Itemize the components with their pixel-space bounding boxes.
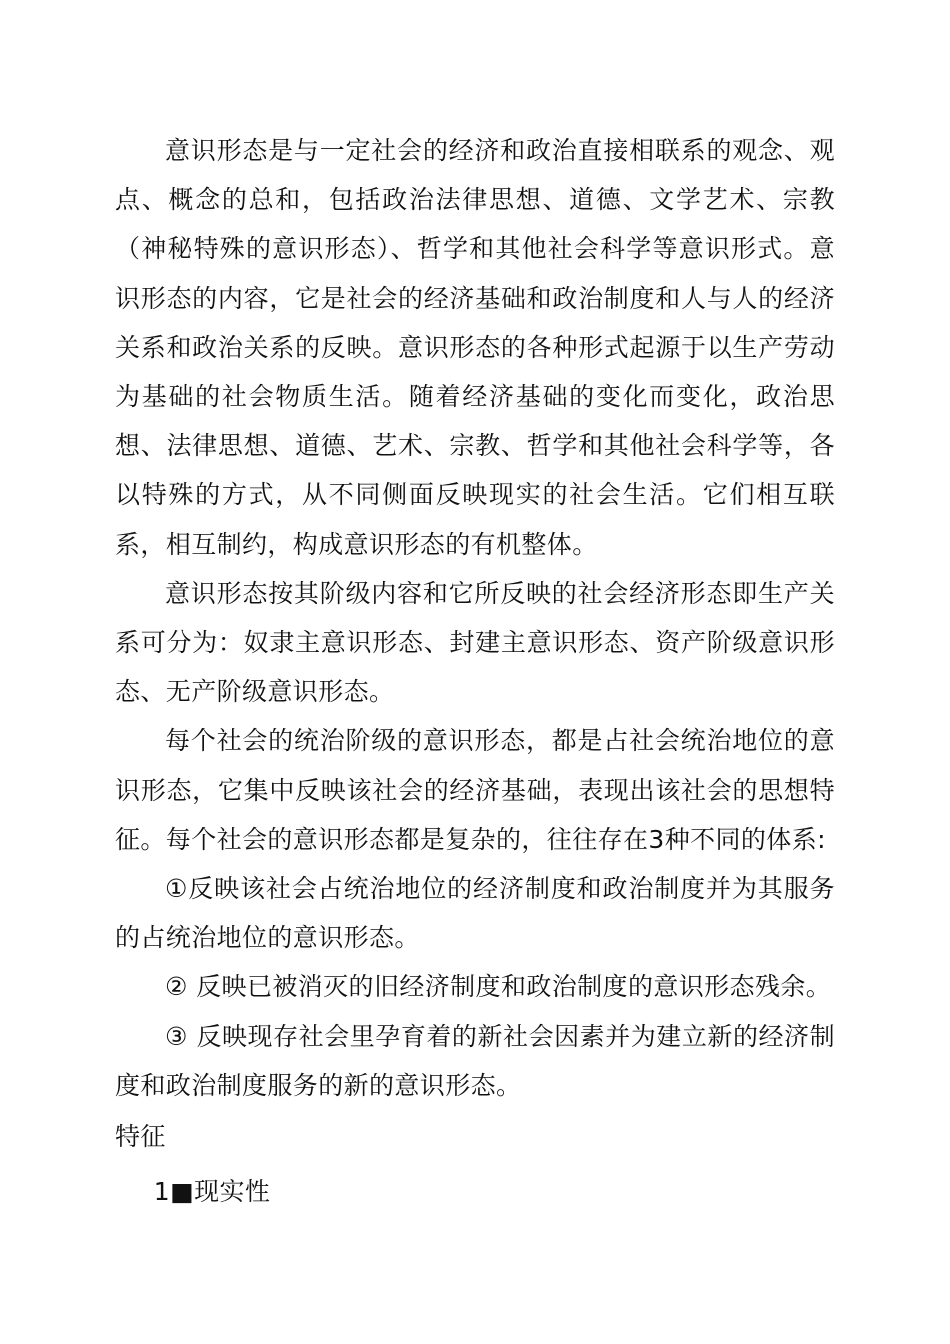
list-item-system-2: ② 反映已被消灭的旧经济制度和政治制度的意识形态残余。 [165, 972, 832, 1002]
paragraph-ruling-class: 每个社会的统治阶级的意识形态，都是占社会统治地位的意识形态，它集中反映该社会的经济基础，表现出该社会的思想特征。每个社会的意识形态都是复杂的，往往存在3种不同的体系: [115, 726, 835, 854]
list-item-system-3: ③ 反映现存社会里孕育着的新社会因素并为建立新的经济制度和政治制度服务的新的意识形态。 [115, 1021, 835, 1100]
document-body [115, 126, 835, 1223]
paragraph-definition: 意识形态是与一定社会的经济和政治直接相联系的观念、观点、概念的总和，包括政治法律思想、道德、文学艺术、宗教（神秘特殊的意识形态）、哲学和其他社会科学等意识形式。意识形态的内容，它是社会的经济基础和政治制度和人与人的经济关系和政治关系的反映。意识形态的各种形式起源于以生产劳动为基础的社会物质生活。随着经济基础的变化而变化，政治思想、法律思想、道德、艺术、宗教、哲学和其他社会科学等，各以特殊的方式，从不同侧面反映现实的社会生活。它们相互联系，相互制约，构成意识形态的有机整体。 [115, 136, 835, 559]
subsection-heading: 1■现实性 [153, 1177, 271, 1207]
list-item-system-1: ①反映该社会占统治地位的经济制度和政治制度并为其服务的占统治地位的意识形态。 [115, 874, 835, 953]
paragraph-classification: 意识形态按其阶级内容和它所反映的社会经济形态即生产关系可分为：奴隶主意识形态、封建主意识形态、资产阶级意识形态、无产阶级意识形态。 [115, 578, 835, 707]
section-heading: 特征 [115, 1122, 166, 1152]
